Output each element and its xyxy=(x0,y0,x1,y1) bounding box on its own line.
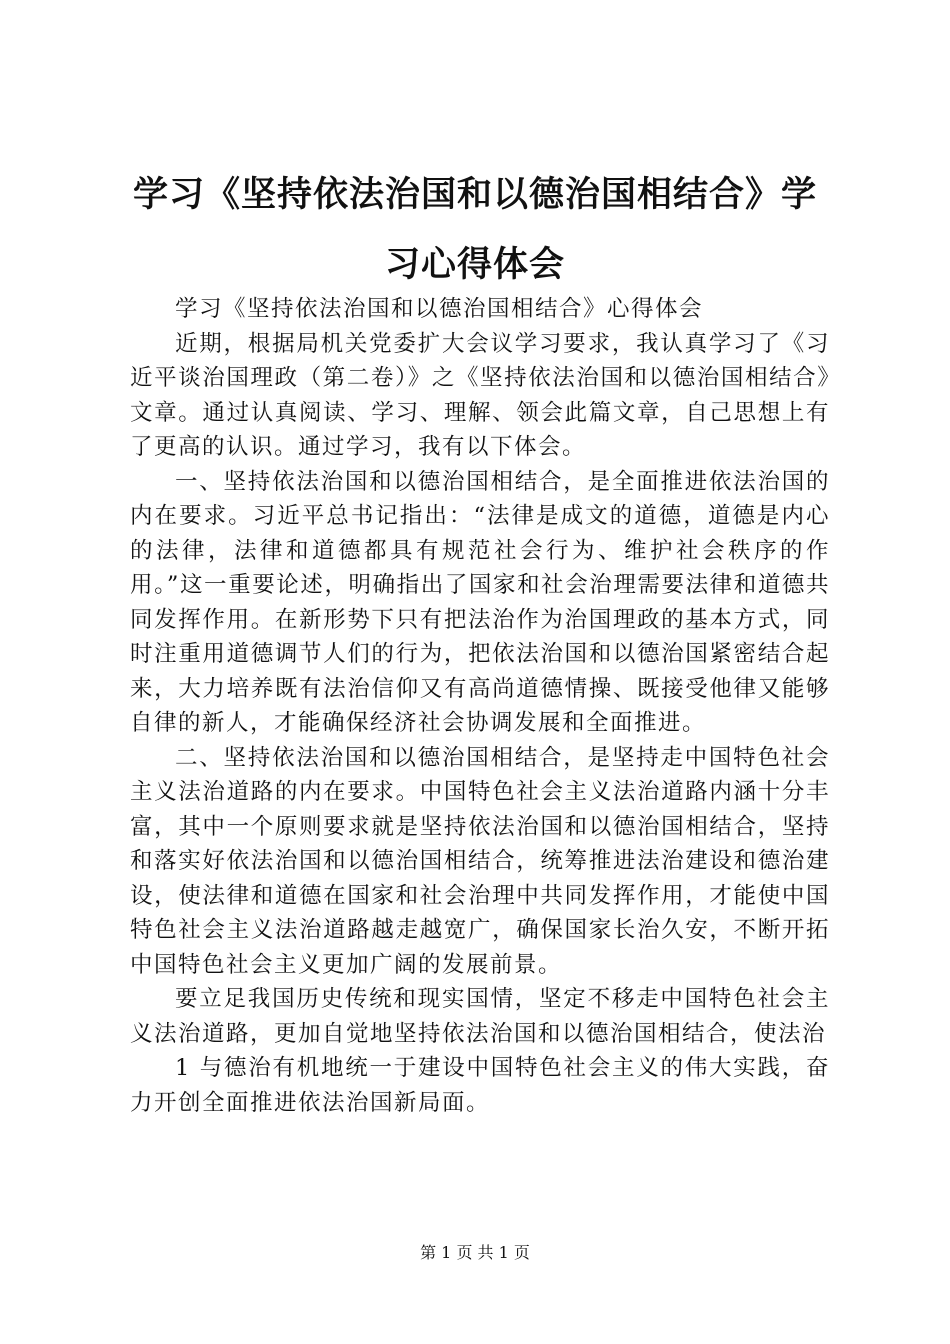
page-footer: 第 1 页 共 1 页 xyxy=(420,1243,530,1262)
paragraph-point-one: 一、坚持依法治国和以德治国相结合，是全面推进依法治国的内在要求。习近平总书记指出：“法律是成文的道德，道德是内心的法律，法律和道德都具有规范社会行为、维护社会秩序的作用。”这一重要论述，明确指出了国家和社会治理需要法律和道德共同发挥作用。在新形势下只有把法治作为治国理政的基本方式，同时注重用道德调节人们的行为，把依法治国和以德治国紧密结合起来，大力培养既有法治信仰又有高尚道德情操、既接受他律又能够自律的新人，才能确保经济社会协调发展和全面推进。 xyxy=(130,468,830,736)
document-body xyxy=(130,292,830,1120)
paragraph-subtitle: 学习《坚持依法治国和以德治国相结合》心得体会 xyxy=(175,296,704,322)
paragraph-point-two: 二、坚持依法治国和以德治国相结合，是坚持走中国特色社会主义法治道路的内在要求。中国特色社会主义法治道路内涵十分丰富，其中一个原则要求就是坚持依法治国和以德治国相结合，坚持和落实好依法治国和以德治国相结合，统筹推进法治建设和德治建设，使法律和道德在国家和社会治理中共同发挥作用，才能使中国特色社会主义法治道路越走越宽广，确保国家长治久安，不断开拓中国特色社会主义更加广阔的发展前景。 xyxy=(130,744,830,978)
document-title: 学习《坚持依法治国和以德治国相结合》学习心得体会 xyxy=(132,175,817,285)
paragraph-continuation: 1 与德治有机地统一于建设中国特色社会主义的伟大实践，奋力开创全面推进依法治国新局面。 xyxy=(130,1055,830,1116)
paragraph-intro: 近期，根据局机关党委扩大会议学习要求，我认真学习了《习近平谈治国理政（第二卷）》之《坚持依法治国和以德治国相结合》文章。通过认真阅读、学习、理解、领会此篇文章，自己思想上有了更高的认识。通过学习，我有以下体会。 xyxy=(130,330,830,460)
paragraph-conclusion: 要立足我国历史传统和现实国情，坚定不移走中国特色社会主义法治道路，更加自觉地坚持依法治国和以德治国相结合，使法治 xyxy=(130,986,830,1047)
